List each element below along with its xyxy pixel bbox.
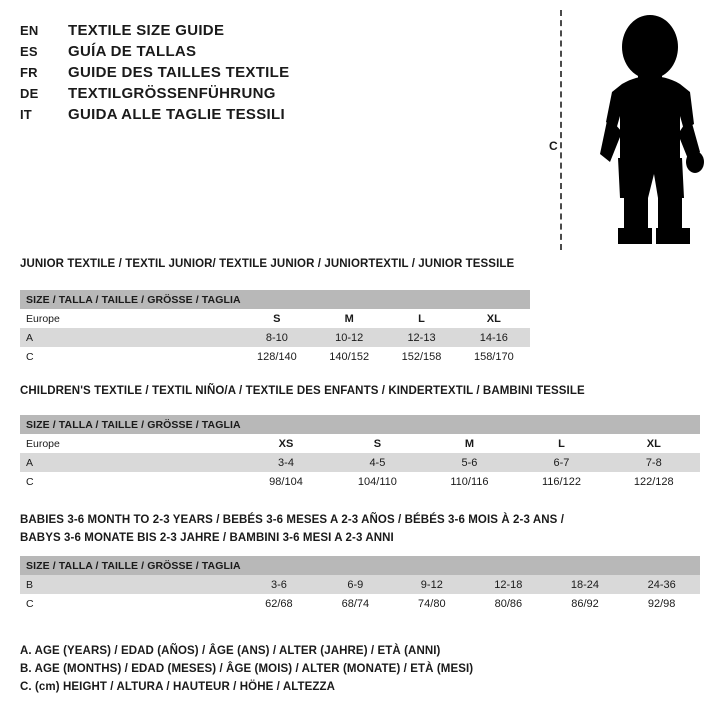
title-lang-de: DE [20,86,39,101]
height-measurement-figure [540,10,710,250]
babies-row-c-v3: 80/86 [470,594,547,613]
child-silhouette-icon [574,12,714,250]
children-size-l: L [515,434,607,453]
babies-row-b-v1: 6-9 [317,575,393,594]
children-row-a-v0: 3-4 [241,453,332,472]
children-row-c-v3: 116/122 [515,472,607,491]
title-text-fr: GUIDE DES TAILLES TEXTILE [68,64,290,81]
junior-header-label: SIZE / TALLA / TAILLE / GRÖSSE / TAGLIA [20,290,241,309]
babies-size-table [20,556,700,613]
junior-row-a-v3: 14-16 [458,328,530,347]
children-row-c-v0: 98/104 [241,472,332,491]
junior-row-c-v1: 140/152 [313,347,385,366]
title-text-es: GUÍA DE TALLAS [68,43,197,60]
table-row [20,472,700,491]
children-row-c-label: C [20,472,241,491]
children-size-m: M [423,434,515,453]
children-row-c-v2: 110/116 [423,472,515,491]
junior-row-a-v2: 12-13 [385,328,457,347]
children-size-xs: XS [241,434,332,453]
children-row-a-label: A [20,453,241,472]
title-lang-es: ES [20,44,38,59]
footnotes-block [20,645,473,699]
title-lang-fr: FR [20,65,38,80]
title-lang-it: IT [20,107,32,122]
footnote-b: B. AGE (MONTHS) / EDAD (MESES) / ÂGE (MOIS) / ALTER (MONATE) / ETÀ (MESI) [20,663,474,675]
junior-size-table [20,290,530,366]
title-block [20,22,490,127]
table-row [20,594,700,613]
babies-header-label: SIZE / TALLA / TAILLE / GRÖSSE / TAGLIA [20,556,241,575]
title-row [20,43,490,60]
title-text-en: TEXTILE SIZE GUIDE [68,22,225,39]
table-row [20,575,700,594]
babies-row-b-v2: 9-12 [394,575,470,594]
junior-size-row [20,309,530,328]
junior-row-a-v1: 10-12 [313,328,385,347]
babies-row-c-label: C [20,594,241,613]
children-size-xl: XL [608,434,700,453]
children-region-label: Europe [20,434,241,453]
junior-row-c-v0: 128/140 [241,347,313,366]
children-header-label: SIZE / TALLA / TAILLE / GRÖSSE / TAGLIA [20,415,241,434]
junior-size-m: M [313,309,385,328]
junior-row-c-v3: 158/170 [458,347,530,366]
children-size-s: S [331,434,423,453]
junior-size-s: S [241,309,313,328]
junior-row-a-label: A [20,328,241,347]
babies-row-b-v0: 3-6 [241,575,317,594]
footnote-a: A. AGE (YEARS) / EDAD (AÑOS) / ÂGE (ANS) / ALTER (JAHRE) / ETÀ (ANNI) [20,645,441,657]
junior-size-l: L [385,309,457,328]
measure-label-c: C [549,139,558,153]
babies-row-b-label: B [20,575,241,594]
title-text-it: GUIDA ALLE TAGLIE TESSILI [68,106,285,123]
children-row-c-v4: 122/128 [608,472,700,491]
babies-row-c-v1: 68/74 [317,594,393,613]
title-row [20,85,490,102]
table-row [20,453,700,472]
children-row-c-v1: 104/110 [331,472,423,491]
footnote-c: C. (cm) HEIGHT / ALTURA / HAUTEUR / HÖHE / ALTEZZA [20,681,336,693]
children-row-a-v4: 7-8 [608,453,700,472]
section-heading-junior: JUNIOR TEXTILE / TEXTIL JUNIOR/ TEXTILE JUNIOR / JUNIORTEXTIL / JUNIOR TESSILE [20,258,515,270]
section-heading-children: CHILDREN'S TEXTILE / TEXTIL NIÑO/A / TEXTILE DES ENFANTS / KINDERTEXTIL / BAMBINI TESSILE [20,385,585,397]
table-header-row [20,290,530,309]
children-size-table [20,415,700,491]
children-row-a-v1: 4-5 [331,453,423,472]
title-lang-en: EN [20,23,39,38]
babies-row-b-v4: 18-24 [547,575,624,594]
section-heading-babies-line2: BABYS 3-6 MONATE BIS 2-3 JAHRE / BAMBINI 3-6 MESI A 2-3 ANNI [20,532,394,544]
babies-row-c-v4: 86/92 [547,594,624,613]
junior-region-label: Europe [20,309,241,328]
table-row [20,347,530,366]
title-row [20,64,490,81]
babies-row-c-v5: 92/98 [623,594,700,613]
babies-row-b-v3: 12-18 [470,575,547,594]
section-heading-babies: BABIES 3-6 MONTH TO 2-3 YEARS / BEBÉS 3-6 MESES A 2-3 AÑOS / BÉBÉS 3-6 MOIS À 2-3 ANS / [20,514,564,526]
junior-size-xl: XL [458,309,530,328]
children-size-row [20,434,700,453]
title-text-de: TEXTILGRÖSSENFÜHRUNG [68,85,276,102]
table-header-row [20,556,700,575]
junior-row-c-label: C [20,347,241,366]
measure-dashed-line [560,10,562,250]
junior-row-c-v2: 152/158 [385,347,457,366]
babies-row-b-v5: 24-36 [623,575,700,594]
junior-row-a-v0: 8-10 [241,328,313,347]
title-row [20,106,490,123]
table-header-row [20,415,700,434]
children-row-a-v2: 5-6 [423,453,515,472]
title-row [20,22,490,39]
table-row [20,328,530,347]
babies-row-c-v0: 62/68 [241,594,317,613]
babies-row-c-v2: 74/80 [394,594,470,613]
children-row-a-v3: 6-7 [515,453,607,472]
